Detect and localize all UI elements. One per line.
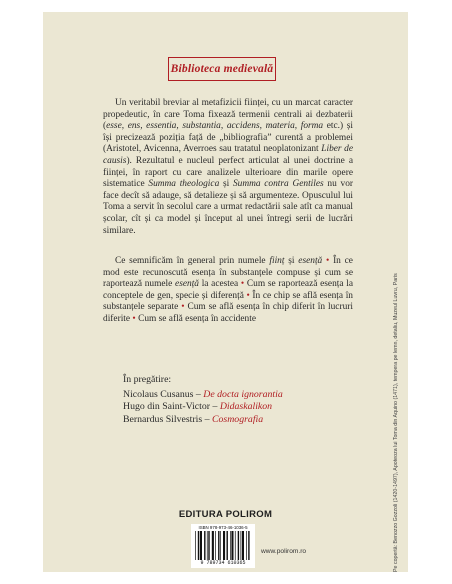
barcode-bar [242,531,244,560]
forthcoming-section [123,374,363,426]
forthcoming-title: Cosmografia [211,413,264,425]
text-run: Ce semnificăm în general prin numele [115,256,270,266]
contents-paragraph [103,256,353,326]
text-run: Summa theologica [148,179,220,190]
barcode-bar [238,531,239,560]
series-label-box [168,57,276,81]
bullet-separator: • [130,313,139,324]
text-run: esență [175,279,199,290]
text-run: Cum se raportează esența la conceptele de gen, specie și diferență [103,279,353,301]
barcode-bar [208,531,209,560]
forthcoming-item [123,401,363,413]
barcode-bar [248,531,249,560]
publisher-website: www.polirom.ro [261,548,307,555]
barcode-bar [223,531,225,560]
bullet-separator: • [322,256,334,266]
forthcoming-title: Didaskalikon [219,401,273,413]
forthcoming-author: Nicolaus Cusanus – [123,389,204,401]
barcode-bar [231,531,233,560]
publisher-name: EDITURA POLIROM [178,509,273,520]
text-run: și [219,179,233,190]
text-run: nu vor face decît să adauge, să detalieze și să argumenteze. Opusculul lui Toma a servit în secolul care a urmat redactării sale atît ca manual școlar, cît și ca model și început al unei întregi serii de lucrări similare. [103,179,353,236]
text-run: În ce chip se află esența în substanțele separate [103,290,353,313]
barcode-bar [198,531,199,560]
barcode-bar [246,531,247,560]
forthcoming-author: Hugo din Saint-Victor – [123,401,220,413]
text-run: ). Rezultatul e nucleul perfect articulat al unei doctrine a ființei, în raport cu care analizele ulterioare din marile opere sistematice [103,155,353,190]
text-run: Un veritabil breviar al metafizicii ființei, cu un marcat caracter propedeutic, în care Toma fixează termenii centrali ai dezbaterii ( [103,98,353,132]
back-cover [43,12,408,572]
forthcoming-heading: În pregătire: [123,374,172,385]
barcode-bar [215,531,216,560]
forthcoming-item [123,414,363,426]
forthcoming-item [123,389,363,401]
barcode-bar [212,531,214,560]
text-run: esență [298,256,323,266]
forthcoming-list [123,389,363,426]
barcode-bar [241,531,242,560]
bullet-separator: • [178,302,188,313]
text-run: Liber de causis [103,144,354,166]
barcode-digits: 9 789734 610365 [200,560,246,566]
barcode-bar [227,531,228,560]
bullet-separator: • [238,279,247,290]
series-title: Biblioteca medievală [170,63,274,75]
cover-art-credit: Pe copertă: Benozzo Gozzoli (1420-1497), Apoteoza lui Toma din Aquino (1471), tempera pe lemn, detaliu, Muzeul Luvru, Paris [393,273,399,572]
barcode-bar [220,531,221,560]
text-run: Summa contra Gentiles [232,179,324,190]
barcode [191,524,255,568]
barcode-bar [235,531,236,560]
barcode-bar [195,531,196,560]
text-run: Cum se află esența în chip diferit în lucruri diferite [103,302,353,324]
text-run: etc.) și își precizează poziția față de „bibliografia” curentă a problemei (Aristotel, Avicenna, Averroes sau tratatul neoplatonizant [103,121,353,155]
barcode-bar [200,531,202,560]
text-run: esse, ens, essentia, substantia, accidens, materia, forma [106,121,324,132]
text-run: Cum se află esența în accidente [138,313,256,324]
forthcoming-author: Bernardus Silvestris – [123,413,212,425]
description-paragraph-1 [103,98,353,237]
isbn-text: ISBN 978-973-46-1036-5 [198,525,248,530]
bullet-separator: • [243,290,253,301]
barcode-bars [195,531,251,560]
barcode-bar [230,531,231,560]
text-run: În ce mod este recunoscută esența în substanțele compuse și cum se raportează numele [103,256,353,290]
forthcoming-title: De docta ignorantia [203,389,283,401]
text-run: la acestea [198,279,239,290]
barcode-bar [218,531,219,560]
text-run: ființ [269,256,285,266]
text-run: și [284,256,299,266]
barcode-bar [204,531,205,560]
barcode-bar [207,531,208,560]
